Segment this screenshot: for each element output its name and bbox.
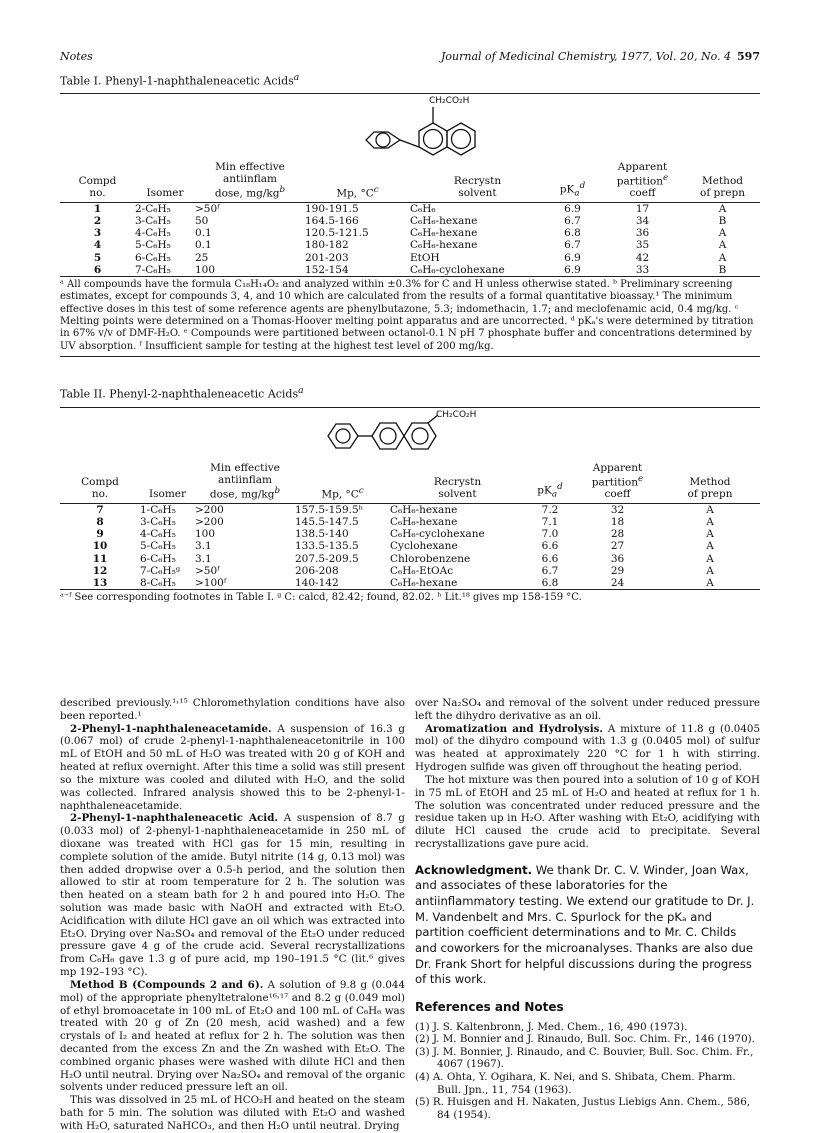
header-line: antiinflam (223, 172, 277, 185)
reference-item: (5) R. Huisgen and H. Nakaten, Justus Liebigs Ann. Chem., 586, 84 (1954). (415, 1096, 751, 1121)
cell-solvent: C₆H₆-hexane (410, 239, 478, 252)
col-header-pka: $pK_a^d$ (559, 181, 586, 200)
cell-method: A (706, 564, 714, 577)
header-line: dose, mg/kg (209, 488, 275, 501)
cell-mp: 152-154 (305, 263, 349, 276)
header-line: solvent (438, 488, 477, 501)
col-header-solvent (390, 463, 525, 503)
table-2-caption-text: Table II. Phenyl-2-naphthaleneacetic Acids (60, 387, 299, 401)
cell-dose: 3.1 (195, 552, 212, 565)
cell-isomer: 1-C₆H₅ (140, 503, 176, 516)
cell-pka: 6.6 (541, 540, 559, 553)
paragraph-text: A solution of 9.8 g (0.044 mol) of the appropriate phenyltetralone¹⁶˒¹⁷ and 8.2 g (0.049 mol) of ethyl bromoacetate in 100 mL of Et₂O and 100 mL of C₆H₆ was treated with 20 g of Zn (20 mesh, acid washed) and a few crystals of I₂ and heated at reflux for 2 h. The solution was then decanted from the excess Zn and the Zn washed with Et₂O. The combined organic phases were washed with dilute HCl and then H₂O until neutral. Drying over Na₂SO₄ and removal of the organic solvents under reduced pressure left an oil. (60, 978, 405, 1094)
cell-partition: 27 (610, 540, 625, 553)
cell-solvent: C₆H₆-hexane (410, 227, 478, 240)
header-line: solvent (458, 187, 497, 200)
header-line: dose, mg/kg (214, 187, 280, 200)
paragraph-text: A suspension of 8.7 g (0.033 mol) of 2-phenyl-1-naphthaleneacetamide in 250 mL of dioxane was treated with HCl gas for 15 min, resulting in complete solution of the amide. Butyl nitrite (14 g, 0.13 mol) was then added dropwise over a 0.5-h period, and the solution then allowed to stir at room temperature for 2 h. The solution was then heated on a steam bath for 2 h and poured into H₂O. The solution was made basic with NaOH and extracted with Et₂O. Acidification with dilute HCl gave an oil which was extracted into Et₂O. Drying over Na₂SO₄ and removal of the Et₂O under reduced pressure gave 4 g of the crude acid. Several recrystallizations from C₆H₆ gave 1.3 g of pure acid, mp 190–191.5 °C (lit.⁶ gives mp 192–193 °C). (60, 812, 405, 979)
header-line: pK (537, 484, 552, 497)
cell-mp: 145.5-147.5 (295, 515, 359, 528)
table-1 (60, 72, 760, 357)
cell-compd: 5 (93, 251, 102, 264)
header-line: no. (91, 488, 109, 501)
header-sup: e (638, 473, 644, 484)
header-sup: b (279, 184, 286, 195)
phenyl-1-naphthalene-structure-icon (340, 104, 500, 162)
cell-partition: 24 (610, 576, 625, 589)
col-header-method (685, 162, 760, 202)
cell-compd: 2 (93, 214, 102, 227)
paragraph-text: The hot mixture was then poured into a solution of 10 g of KOH in 75 mL of EtOH and 25 mL of H₂O and heated at reflux for 1 h. The solution was concentrated under reduced pressure and the residue taken up in H₂O. After washing with Et₂O, acidifying with dilute HCl caused the crude acid to precipitate. Several recrystallizations gave pure acid. (415, 773, 760, 850)
table-row (60, 553, 760, 565)
cell-mp: 133.5-135.5 (295, 540, 359, 553)
col-header-isomer (140, 463, 195, 503)
cell-isomer: 3-C₆H₅ (135, 214, 171, 227)
table-row (60, 202, 760, 215)
cell-partition: 36 (635, 227, 650, 240)
table-2-structure (60, 408, 760, 463)
header-sup: d (579, 181, 586, 192)
cell-solvent: Chlorobenzene (390, 552, 471, 565)
header-line: Isomer (148, 488, 187, 501)
cell-dose: >100ᶠ (195, 576, 227, 589)
table-row (60, 565, 760, 577)
cell-partition: 42 (635, 251, 650, 264)
header-line: Recrystn (453, 175, 502, 188)
cell-pka: 6.9 (564, 202, 581, 215)
cell-isomer: 5-C₆H₅ (135, 239, 171, 252)
table-row (60, 503, 760, 516)
col-header-compd (60, 162, 135, 202)
header-line: Recrystn (433, 476, 482, 489)
cell-mp: 206-208 (295, 564, 339, 577)
table-row (60, 577, 760, 590)
acknowledgment (415, 863, 760, 988)
paragraph (415, 697, 760, 723)
reference-item: (4) A. Ohta, Y. Ogihara, K. Nei, and S. Shibata, Chem. Pharm. Bull. Jpn., 11, 754 (1963). (415, 1071, 736, 1096)
col-header-solvent (410, 162, 545, 202)
header-sup: d (557, 482, 563, 493)
body-left-column (60, 697, 405, 1133)
table-2-substituent: CH₂CO₂H (436, 410, 477, 421)
cell-solvent: Cyclohexane (390, 540, 458, 553)
cell-compd: 4 (93, 239, 102, 252)
table-1-bottom-rule (60, 356, 760, 357)
cell-pka: 6.9 (564, 251, 581, 264)
table-1-caption-sup: a (293, 72, 300, 83)
table-row (60, 540, 760, 552)
paragraph-heading: Method B (Compounds 2 and 6). (70, 978, 264, 991)
header-sup: e (663, 172, 669, 183)
cell-partition: 18 (610, 515, 625, 528)
cell-partition: 29 (610, 564, 625, 577)
cell-isomer: 5-C₆H₅ (140, 540, 176, 553)
cell-partition: 33 (635, 263, 650, 276)
cell-isomer: 4-C₆H₅ (135, 227, 171, 240)
right-column-paragraphs (415, 697, 760, 851)
cell-compd: 12 (92, 564, 108, 577)
cell-pka: 7.2 (541, 503, 559, 516)
header-line: Compd (81, 476, 119, 489)
cell-pka: 6.7 (564, 239, 581, 252)
cell-compd: 1 (93, 202, 102, 215)
cell-solvent: C₆H₆-EtOAc (390, 564, 454, 577)
cell-mp: 138.5-140 (295, 528, 349, 541)
cell-method: A (706, 576, 714, 589)
cell-method: B (718, 214, 727, 227)
cell-partition: 32 (610, 503, 625, 516)
cell-dose: 100 (195, 263, 216, 276)
cell-dose: 3.1 (195, 540, 212, 553)
cell-partition: 34 (635, 214, 650, 227)
paragraph (60, 1094, 405, 1132)
journal-name: Journal of Medicinal Chemistry, 1977, Vol. 20, No. 4 (441, 50, 732, 63)
table-2-caption (60, 385, 760, 401)
header-line: pK (559, 183, 575, 196)
header-line: Min effective (215, 161, 285, 174)
cell-compd: 8 (96, 515, 104, 528)
table-1-caption-text: Table I. Phenyl-1-naphthaleneacetic Acids (60, 74, 294, 88)
body-right-column (415, 697, 760, 1121)
paragraph (60, 979, 405, 1094)
col-header-partition (575, 463, 660, 503)
cell-compd: 13 (92, 576, 108, 589)
table-row (60, 252, 760, 264)
reference-item: (3) J. M. Bonnier, J. Rinaudo, and C. Bouvier, Bull. Soc. Chim. Fr., 4067 (1967). (415, 1045, 754, 1071)
cell-dose: 0.1 (195, 239, 212, 252)
cell-pka: 6.8 (564, 227, 581, 240)
table-row (60, 227, 760, 239)
cell-mp: 164.5-166 (305, 214, 359, 227)
paragraph (415, 774, 760, 851)
table-1-body (60, 202, 760, 276)
cell-compd: 10 (92, 540, 108, 553)
header-line: coeff (629, 187, 656, 200)
cell-solvent: C₆H₆-hexane (410, 214, 478, 227)
cell-compd: 3 (93, 227, 102, 240)
header-line: Apparent (592, 462, 643, 475)
cell-pka: 6.7 (541, 564, 559, 577)
paragraph-text: over Na₂SO₄ and removal of the solvent under reduced pressure left the dihydro derivative as an oil. (415, 697, 760, 722)
table-2-caption-sup: a (298, 385, 304, 396)
col-header-mp (295, 463, 390, 503)
cell-isomer: 8-C₆H₅ (140, 576, 176, 589)
table-1-caption (60, 72, 760, 88)
cell-mp: 140-142 (295, 576, 339, 589)
cell-solvent: EtOH (410, 251, 440, 264)
table-2-body (60, 503, 760, 589)
cell-solvent: C₆H₆-cyclohexane (410, 263, 505, 276)
page-number: 597 (737, 50, 760, 63)
col-header-dose (195, 463, 295, 503)
header-line: Method (702, 175, 743, 188)
cell-pka: 6.6 (541, 552, 559, 565)
col-header-isomer (135, 162, 195, 202)
cell-solvent: C₆H₆-hexane (390, 515, 458, 528)
col-header-compd (60, 463, 140, 503)
cell-solvent: C₆H₆-hexane (390, 576, 458, 589)
cell-dose: 25 (195, 251, 209, 264)
table-row (60, 528, 760, 540)
header-line: Compd (78, 175, 117, 188)
table-1-grid (60, 162, 760, 277)
cell-method: A (706, 515, 714, 528)
cell-partition: 35 (635, 239, 650, 252)
cell-compd: 7 (96, 503, 104, 516)
reference-item: (2) J. M. Bonnier and J. Rinaudo, Bull. Soc. Chim. Fr., 146 (1970). (415, 1033, 755, 1046)
cell-partition: 36 (610, 552, 625, 565)
table-2 (60, 385, 760, 604)
cell-solvent: C₆H₆-hexane (390, 503, 458, 516)
cell-isomer: 6-C₆H₅ (140, 552, 176, 565)
paragraph-text: described previously.¹˒¹⁵ Chloromethylation conditions have also been reported.¹ (60, 697, 405, 722)
header-line: Min effective (210, 462, 280, 475)
acknowledgment-text: We thank Dr. C. V. Winder, Joan Wax, and associates of these laboratories for the antiinflammatory testing. We extend our gratitude to Dr. J. M. Vandenbelt and Mrs. C. Spurlock for the pKₐ and partition coefficient determinations and to Mr. C. Childs and coworkers for the microanalyses. Thanks are also due Dr. Frank Short for helpful discussions during the progress of this work. (415, 862, 755, 987)
cell-dose: >200 (195, 515, 224, 528)
cell-pka: 6.7 (564, 214, 581, 227)
header-line: no. (89, 187, 106, 200)
header-sup: b (274, 485, 281, 496)
cell-dose: 100 (195, 528, 216, 541)
cell-partition: 28 (610, 528, 625, 541)
acknowledgment-heading: Acknowledgment. (415, 862, 533, 877)
cell-isomer: 3-C₆H₅ (140, 515, 176, 528)
journal-citation (441, 50, 760, 63)
cell-dose: >50ᶠ (195, 202, 220, 215)
cell-pka: 7.0 (541, 528, 559, 541)
cell-isomer: 6-C₆H₅ (135, 251, 171, 264)
cell-isomer: 7-C₆H₅ (135, 263, 171, 276)
header-line: Mp, °C (321, 488, 359, 501)
table-row (60, 264, 760, 277)
phenyl-2-naphthalene-structure-icon (310, 412, 460, 462)
header-line: antiinflam (218, 473, 272, 486)
header-line: of prepn (700, 187, 745, 200)
cell-compd: 9 (96, 528, 104, 541)
paragraph-text: A suspension of 16.3 g (0.067 mol) of crude 2-phenyl-1-naphthaleneacetonitrile in 100 mL of EtOH and 50 mL of H₂O was treated with 20 g of KOH and heated at reflux overnight. After this time a solid was still present so the mixture was cooled and diluted with H₂O, and the solid was collected. Infrared analysis showed this to be 2-phenyl-1-naphthaleneacetamide. (60, 722, 405, 812)
cell-compd: 11 (92, 552, 108, 565)
cell-mp: 180-182 (305, 239, 349, 252)
table-row (60, 215, 760, 227)
cell-partition: 17 (635, 202, 650, 215)
table-1-substituent: CH₂CO₂H (429, 96, 470, 107)
cell-dose: >200 (195, 503, 224, 516)
paragraph (60, 697, 405, 723)
paragraph-heading: 2-Phenyl-1-naphthaleneacetamide. (70, 722, 272, 735)
header-sup: c (358, 485, 364, 496)
cell-mp: 190-191.5 (305, 202, 359, 215)
cell-method: A (718, 202, 727, 215)
col-header-partition (600, 162, 685, 202)
table-2-footnotes: ᵃ⁻ᶠ See corresponding footnotes in Table I. ᵍ C: calcd, 82.42; found, 82.02. ʰ Lit.¹⁸ gives mp 158-159 °C. (60, 592, 582, 604)
cell-method: A (706, 552, 714, 565)
col-header-pka: $pK_a^d$ (537, 482, 563, 501)
header-line: Method (689, 476, 731, 489)
cell-isomer: 4-C₆H₅ (140, 528, 176, 541)
references-heading: References and Notes (415, 999, 564, 1014)
cell-method: A (706, 503, 714, 516)
cell-isomer: 7-C₆H₅ᵍ (140, 564, 181, 577)
header-line: coeff (604, 488, 631, 501)
running-header (60, 50, 760, 64)
cell-dose: 50 (195, 214, 209, 227)
header-line: partition (591, 476, 639, 489)
cell-dose: >50ᶠ (195, 564, 220, 577)
cell-pka: 6.9 (564, 263, 581, 276)
references-list (415, 1021, 760, 1121)
cell-mp: 120.5-121.5 (305, 227, 369, 240)
col-header-method (660, 463, 760, 503)
col-header-dose (195, 162, 305, 202)
header-line: of prepn (687, 488, 733, 501)
table-1-structure (60, 94, 760, 162)
paragraph-text: A mixture of 11.8 g (0.0405 mol) of the dihydro compound with 1.3 g (0.0405 mol) of sulfur was heated at approximately 220 °C for 1 h with stirring. Hydrogen sulfide was given off throughout the heating period. (415, 722, 760, 774)
header-line: Mp, °C (336, 187, 374, 200)
cell-method: A (718, 227, 727, 240)
paragraph-heading: 2-Phenyl-1-naphthaleneacetic Acid. (70, 812, 278, 825)
paragraph-heading: Aromatization and Hydrolysis. (425, 722, 604, 735)
col-header-mp (305, 162, 410, 202)
cell-pka: 7.1 (541, 515, 559, 528)
paragraph (415, 723, 760, 774)
cell-mp: 201-203 (305, 251, 349, 264)
cell-dose: 0.1 (195, 227, 212, 240)
table-row (60, 516, 760, 528)
paragraph (60, 812, 405, 979)
cell-isomer: 2-C₆H₅ (135, 202, 171, 215)
cell-method: A (718, 251, 727, 264)
header-line: Apparent (617, 161, 668, 174)
cell-compd: 6 (93, 263, 102, 276)
table-2-grid (60, 463, 760, 590)
header-line: Isomer (146, 187, 184, 200)
cell-method: A (706, 540, 714, 553)
cell-method: A (706, 528, 714, 541)
cell-solvent: C₆H₆-cyclohexane (390, 528, 485, 541)
reference-item: (1) J. S. Kaltenbronn, J. Med. Chem., 16, 490 (1973). (415, 1020, 688, 1033)
section-label: Notes (60, 50, 93, 63)
cell-solvent: C₆H₆ (410, 202, 436, 215)
cell-method: B (718, 263, 727, 276)
header-sup: c (373, 184, 379, 195)
paragraph-text: This was dissolved in 25 mL of HCO₂H and heated on the steam bath for 5 min. The solution was diluted with Et₂O and washed with H₂O, saturated NaHCO₃, and then H₂O until neutral. Drying (60, 1094, 405, 1132)
cell-mp: 207.5-209.5 (295, 552, 359, 565)
header-line: partition (616, 175, 664, 188)
cell-mp: 157.5-159.5ʰ (295, 503, 364, 516)
cell-method: A (718, 239, 727, 252)
table-row (60, 239, 760, 251)
cell-pka: 6.8 (541, 576, 559, 589)
table-1-footnotes: ᵃ All compounds have the formula C₁₈H₁₄O₂ and analyzed within ±0.3% for C and H unless otherwise stated. ᵇ Preliminary screening estimates, except for compounds 3, 4, and 10 which are calculated from the results of a formal quantitative bioassay.¹ The minimum effective doses in this test of some reference agents are phenylbutazone, 5.3; indomethacin, 1.7; and meclofenamic acid, 0.4 mg/kg. ᶜ Melting points were determined on a Thomas-Hoover melting point apparatus and are uncorrected. ᵈ pKₐ's were determined by titration in 67% v/v of DMF-H₂O. ᵉ Compounds were partitioned between octanol-0.1 N pH 7 phosphate buffer and concentrations determined by UV absorption. ᶠ Insufficient sample for testing at the highest test level of 200 mg/kg. (60, 278, 754, 352)
paragraph (60, 723, 405, 813)
